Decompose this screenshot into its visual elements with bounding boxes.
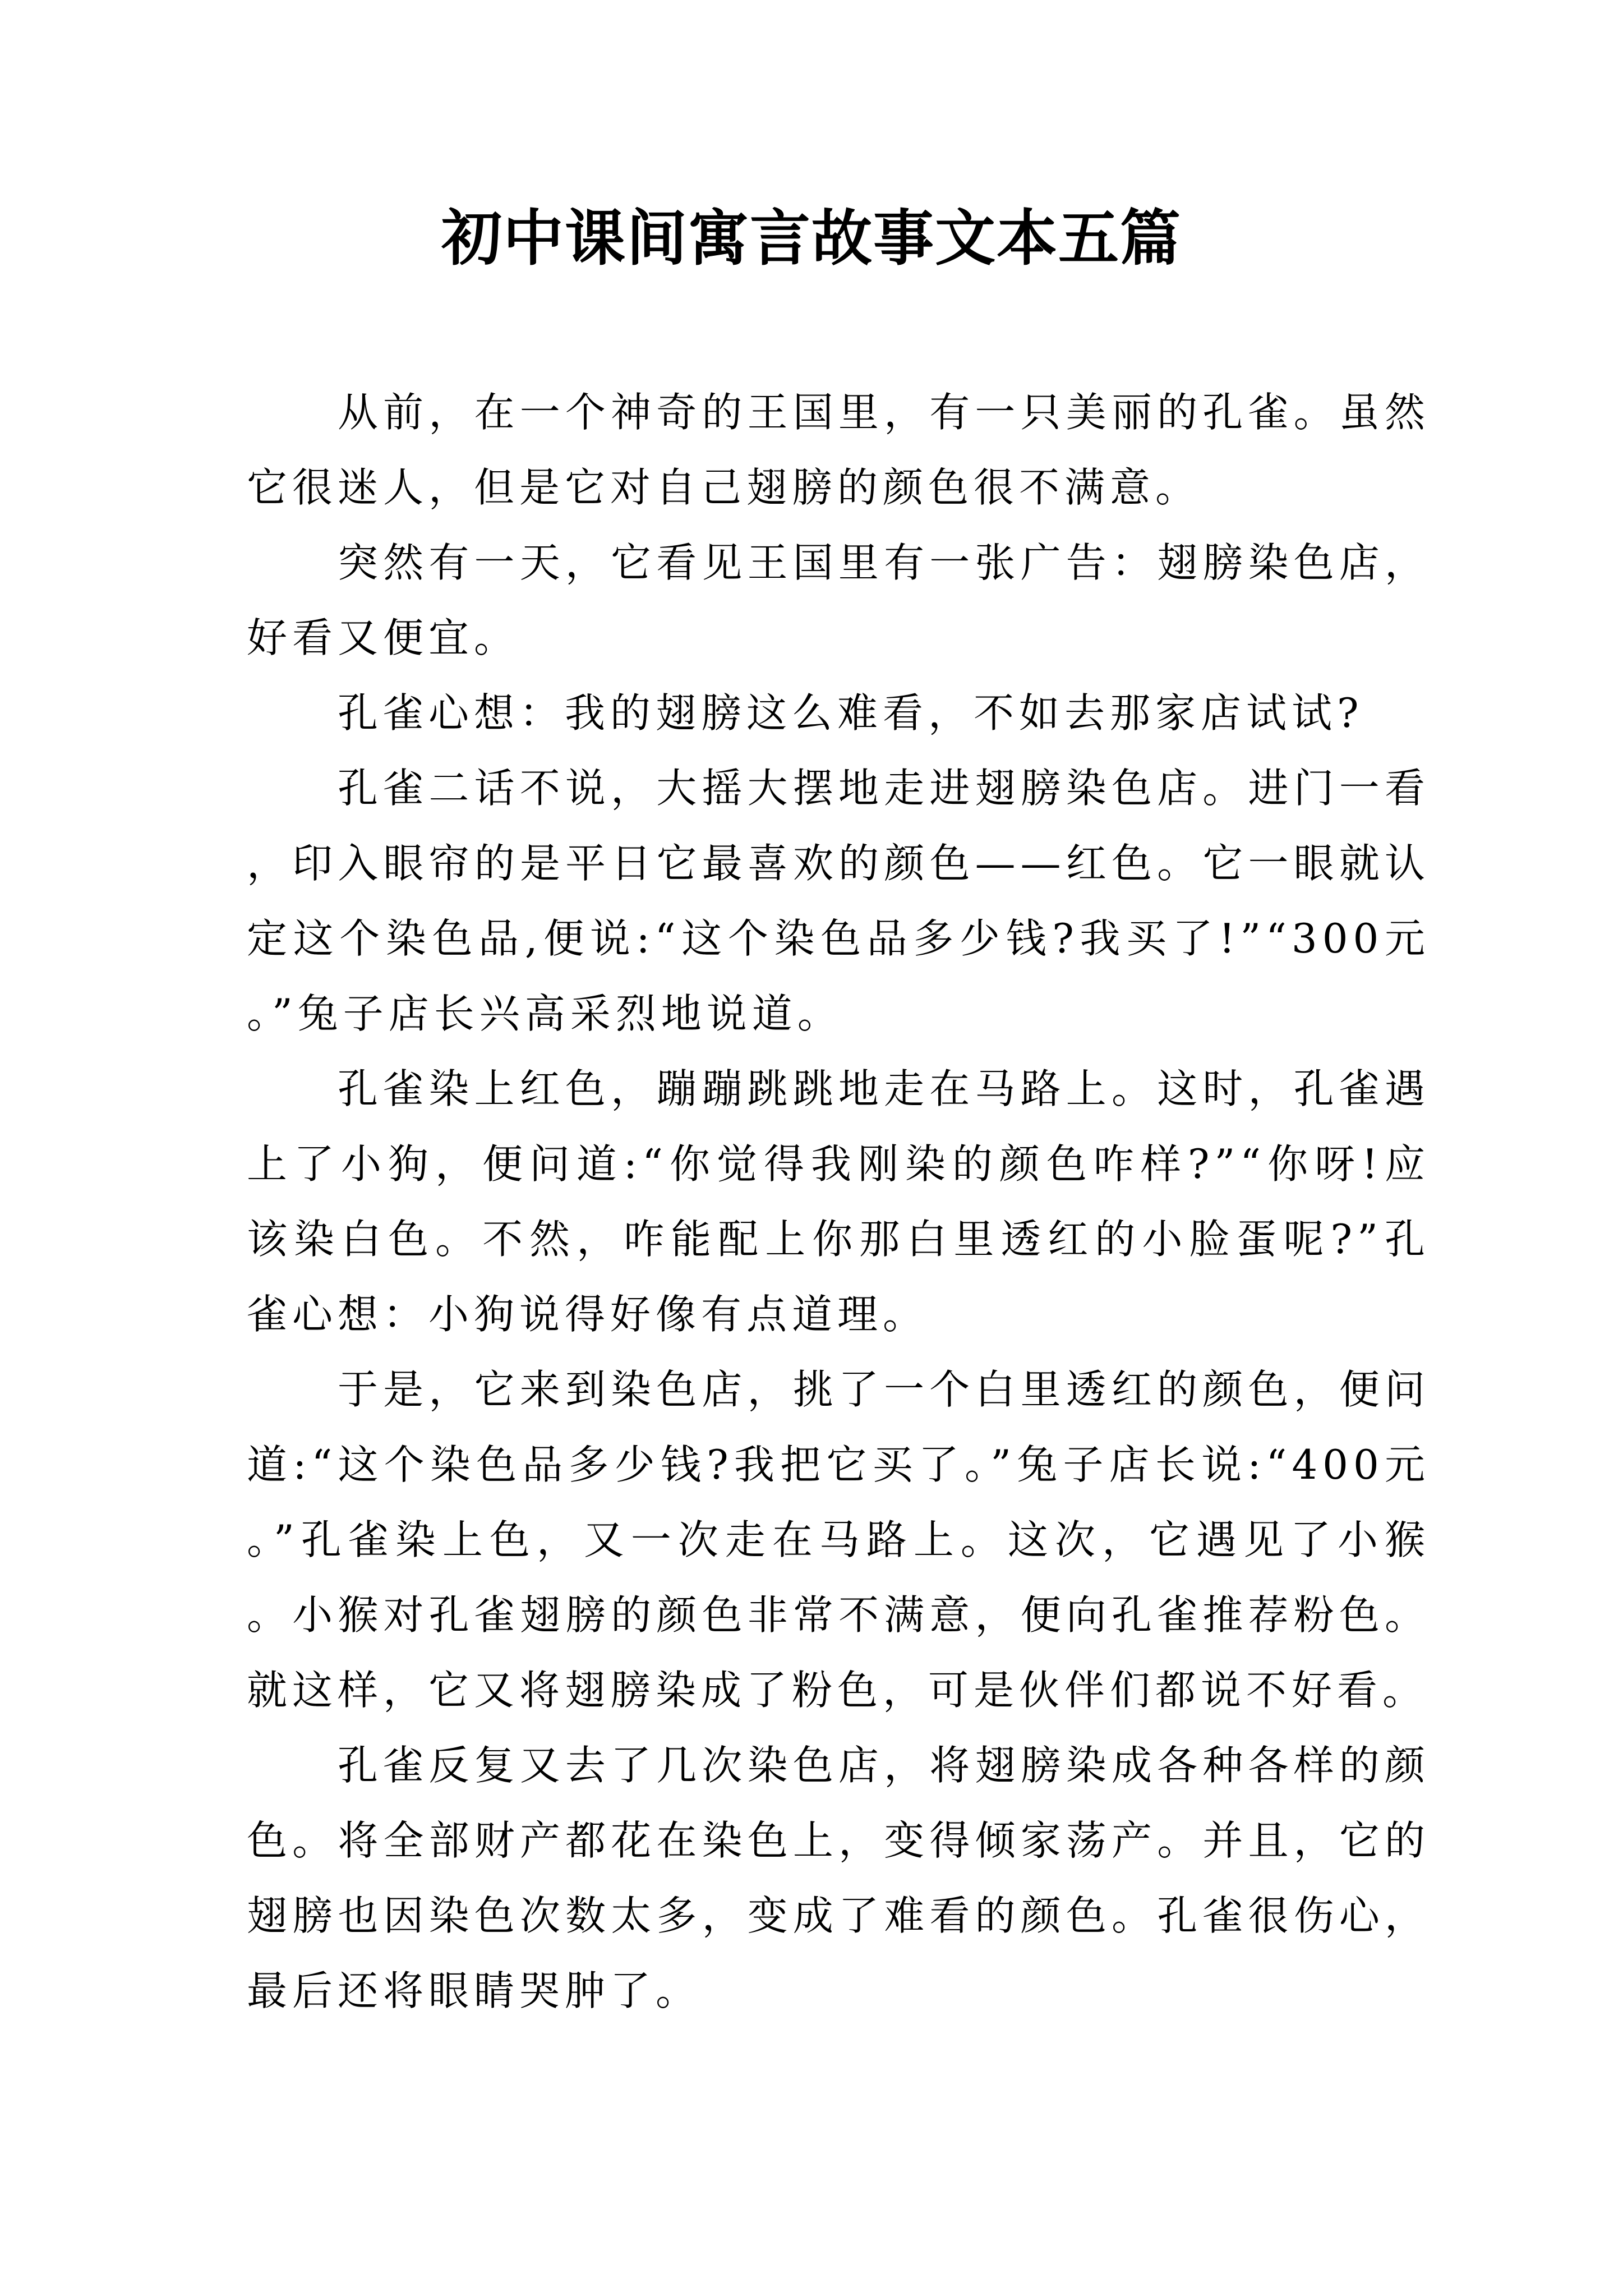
paragraph-1: 从前，在一个神奇的王国里，有一只美丽的孔雀。虽然它很迷人，但是它对自己翅膀的颜色很不满意。 <box>247 389 1430 511</box>
paragraph-5: 孔雀染上红色，蹦蹦跳跳地走在马路上。这时，孔雀遇上了小狗，便问道:“你觉得我刚染的颜色咋样?”“你呀!应该染白色。不然，咋能配上你那白里透红的小脸蛋呢?”孔雀心想：小狗说得好像有点道理。 <box>247 1065 1430 1338</box>
paragraph-3: 孔雀心想：我的翅膀这么难看，不如去那家店试试? <box>338 689 1364 737</box>
paragraph-6: 于是，它来到染色店，挑了一个白里透红的颜色，便问道:“这个染色品多少钱?我把它买了。”兔子店长说:“400元。”孔雀染上色，又一次走在马路上。这次，它遇见了小猴。小猴对孔雀翅膀的颜色非常不满意，便向孔雀推荐粉色。就这样，它又将翅膀染成了粉色，可是伙伴们都说不好看。 <box>247 1366 1430 1714</box>
paragraph-2: 突然有一天，它看见王国里有一张广告：翅膀染色店，好看又便宜。 <box>247 539 1430 661</box>
paragraph-4: 孔雀二话不说，大摇大摆地走进翅膀染色店。进门一看，印入眼帘的是平日它最喜欢的颜色——红色。它一眼就认定这个染色品,便说:“这个染色品多少钱?我买了!”“300元。”兔子店长兴高采烈地说道。 <box>247 765 1430 1037</box>
document-title: 初中课间寓言故事文本五篇 <box>441 203 1182 274</box>
paragraph-7: 孔雀反复又去了几次染色店，将翅膀染成各种各样的颜色。将全部财产都花在染色上，变得倾家荡产。并且，它的翅膀也因染色次数太多，变成了难看的颜色。孔雀很伤心，最后还将眼睛哭肿了。 <box>247 1742 1430 2014</box>
document-body <box>247 375 1430 2028</box>
